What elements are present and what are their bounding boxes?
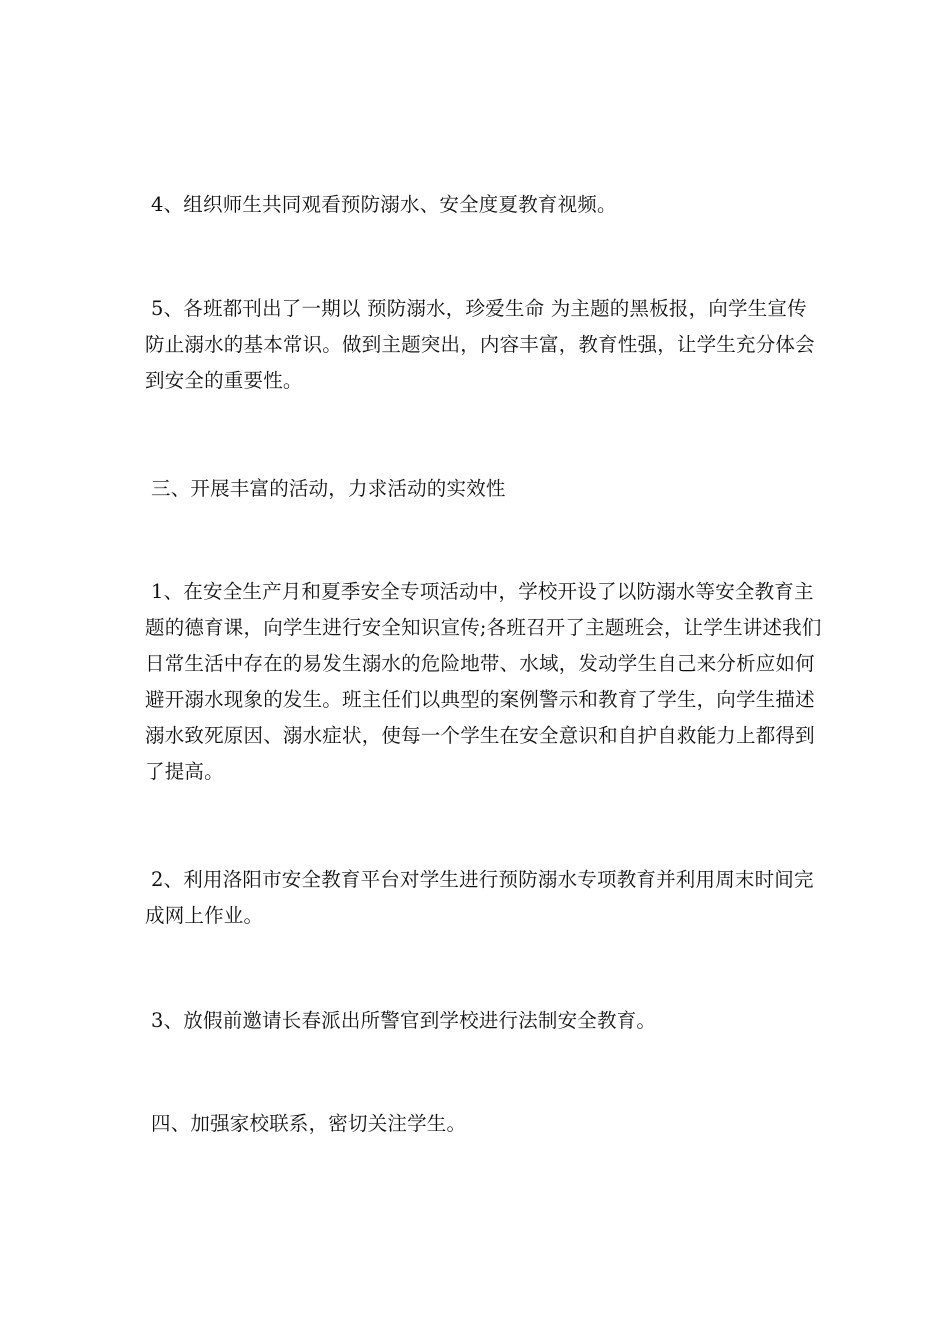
heading-text: 三、开展丰富的活动，力求活动的实效性 (151, 477, 506, 500)
text-line: 避开溺水现象的发生。班主任们以典型的案例警示和教育了学生，向学生描述 (145, 688, 815, 711)
text-line: 到安全的重要性。 (145, 369, 303, 392)
heading-text: 四、加强家校联系，密切关注学生。 (151, 1112, 467, 1135)
paragraph-section3-item-2 (145, 862, 815, 934)
section-heading-3 (145, 471, 815, 507)
text-line: 题的德育课，向学生进行安全知识宣传;各班召开了主题班会，让学生讲述我们 (145, 616, 822, 639)
paragraph-item-4 (145, 187, 815, 223)
text-line: 4、组织师生共同观看预防溺水、安全度夏教育视频。 (151, 193, 617, 216)
text-line: 2、利用洛阳市安全教育平台对学生进行预防溺水专项教育并利用周末时间完 (151, 868, 814, 891)
text-line: 1、在安全生产月和夏季安全专项活动中，学校开设了以防溺水等安全教育主 (151, 580, 814, 603)
text-line: 了提高。 (145, 760, 224, 783)
text-line: 日常生活中存在的易发生溺水的危险地带、水域，发动学生自己来分析应如何 (145, 652, 815, 675)
paragraph-item-5 (145, 291, 815, 399)
text-line: 防止溺水的基本常识。做到主题突出，内容丰富，教育性强，让学生充分体会 (145, 333, 815, 356)
paragraph-section3-item-1 (145, 574, 822, 790)
section-heading-4 (145, 1106, 815, 1142)
paragraph-section3-item-3 (145, 1003, 815, 1039)
text-line: 5、各班都刊出了一期以 预防溺水，珍爱生命 为主题的黑板报，向学生宣传 (151, 297, 807, 320)
text-line: 成网上作业。 (145, 904, 264, 927)
text-line: 3、放假前邀请长春派出所警官到学校进行法制安全教育。 (151, 1009, 657, 1032)
text-line: 溺水致死原因、溺水症状，使每一个学生在安全意识和自护自救能力上都得到 (145, 724, 815, 747)
